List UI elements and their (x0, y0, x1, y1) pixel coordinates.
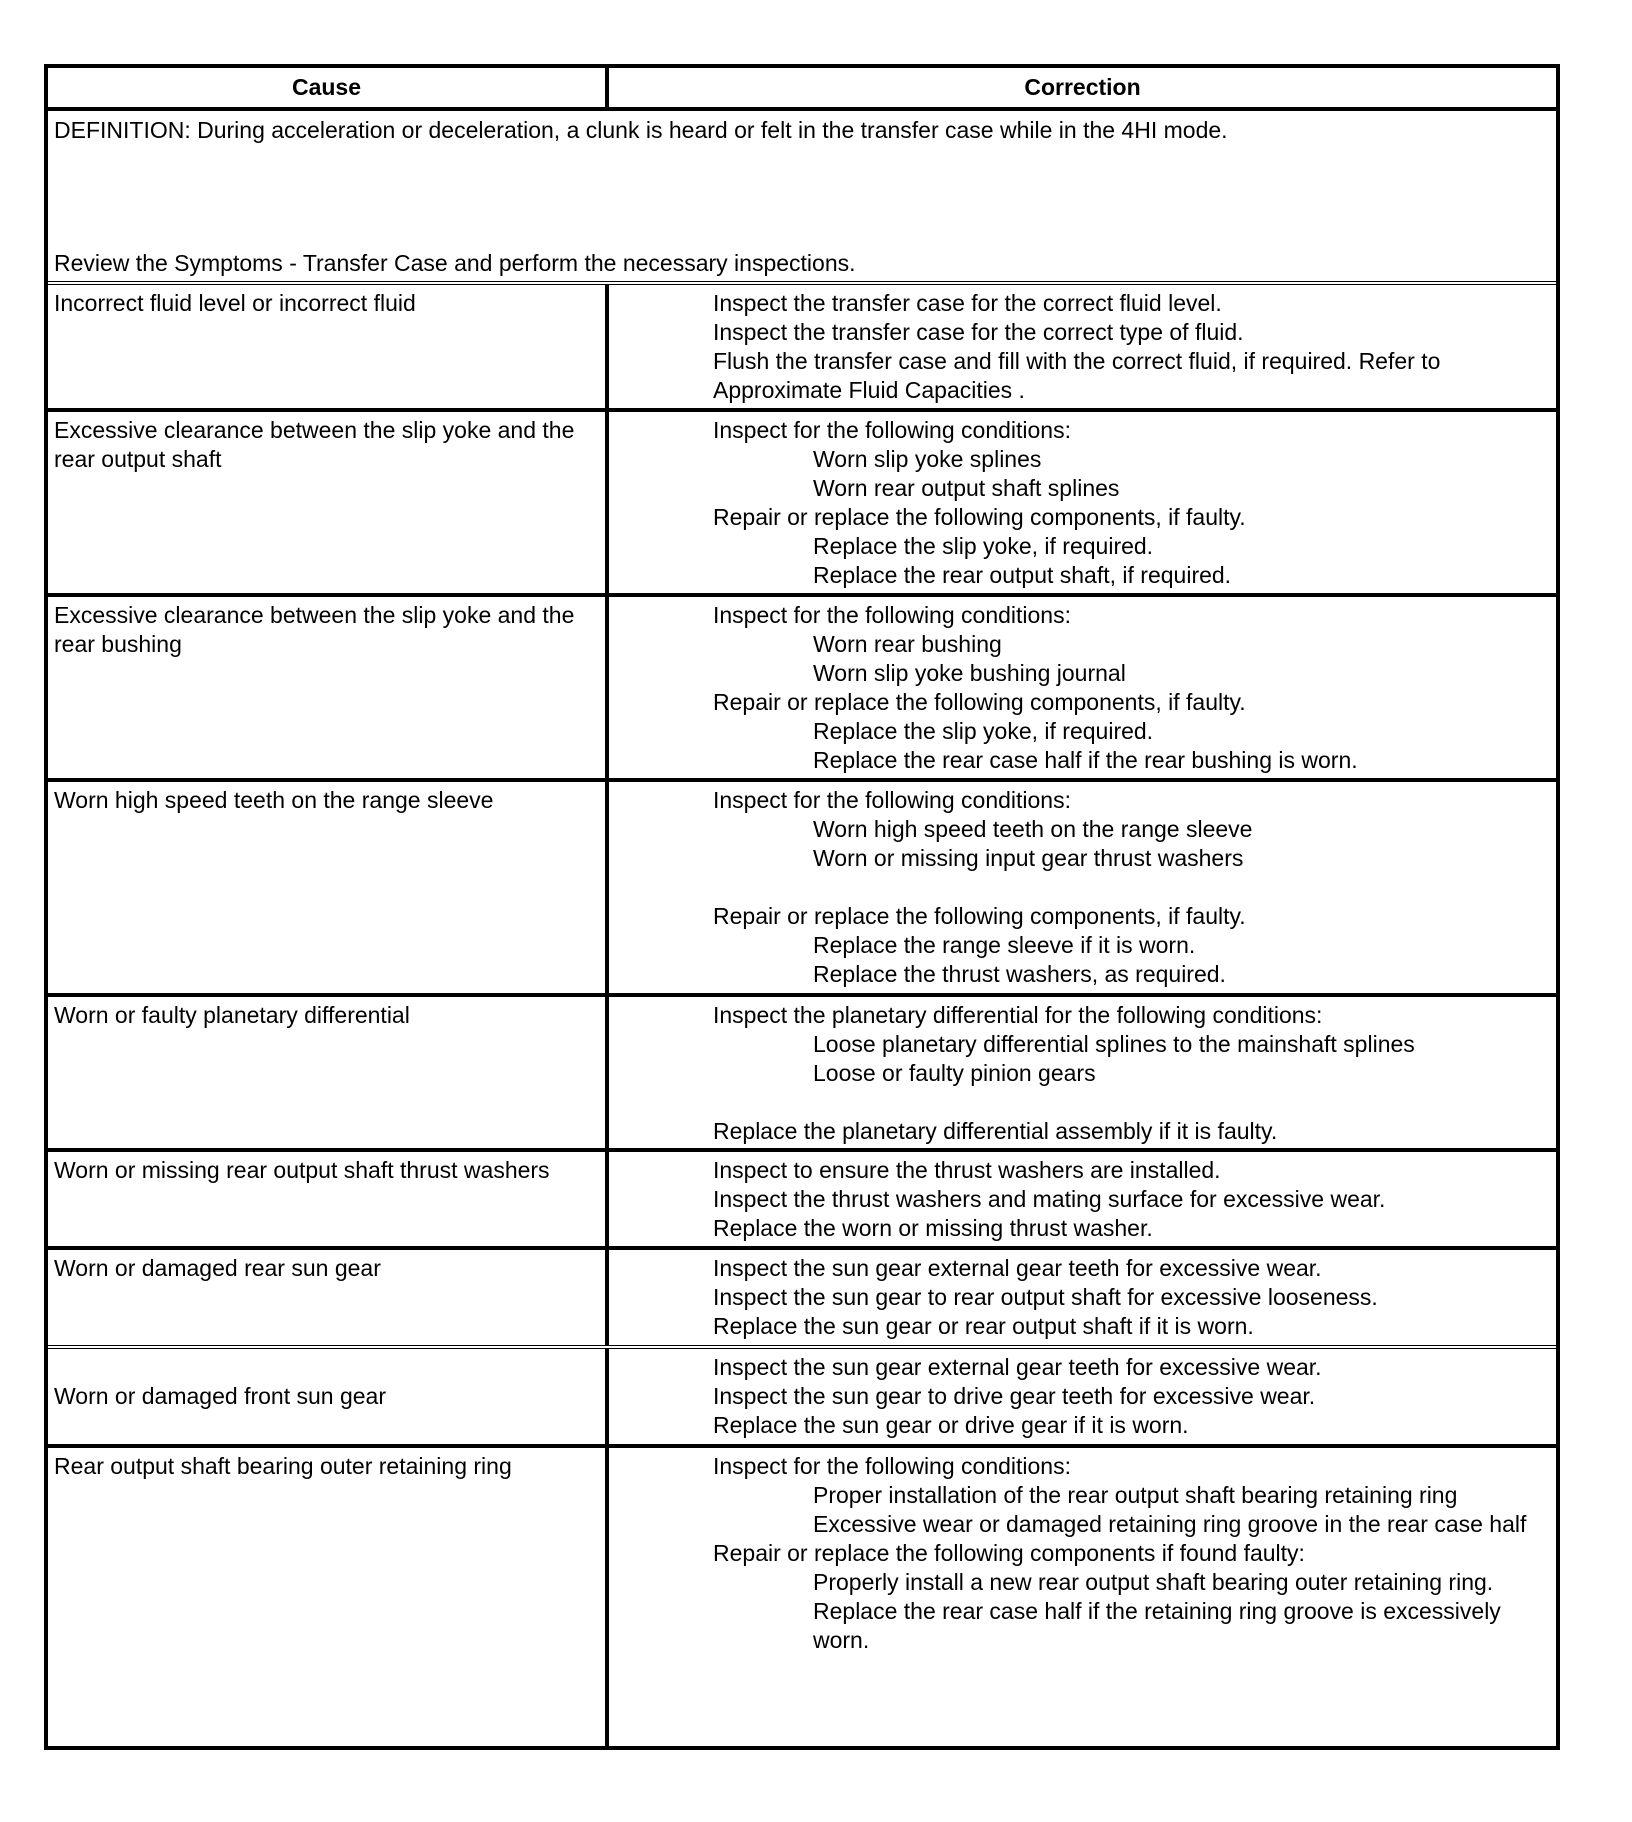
correction-line: Inspect the transfer case for the correct fluid level. (713, 290, 1222, 316)
table-row (48, 412, 1556, 597)
table-row (48, 597, 1556, 782)
correction-line: Approximate Fluid Capacities . (713, 377, 1025, 403)
cause-cell: Rear output shaft bearing outer retaining ring (48, 1448, 609, 1746)
correction-line (713, 873, 1546, 902)
correction-cell (609, 285, 1556, 408)
table-row (48, 782, 1556, 997)
correction-cell (609, 1349, 1556, 1444)
cause-cell: Worn high speed teeth on the range sleeve (48, 782, 609, 993)
correction-line: Inspect the sun gear external gear teeth for excessive wear. (713, 1255, 1322, 1281)
correction-line: Inspect for the following conditions: (713, 602, 1071, 628)
correction-subitem: Worn slip yoke bushing journal (813, 660, 1126, 686)
correction-line: Inspect for the following conditions: (713, 787, 1071, 813)
correction-subitem: Replace the slip yoke, if required. (813, 718, 1154, 744)
table-row (48, 1250, 1556, 1349)
correction-line: Inspect the sun gear to rear output shaft for excessive looseness. (713, 1284, 1378, 1310)
correction-line: Inspect the thrust washers and mating surface for excessive wear. (713, 1186, 1386, 1212)
correction-subitem: Loose or faulty pinion gears (813, 1060, 1096, 1086)
table-header (48, 68, 1556, 111)
correction-line: Inspect for the following conditions: (713, 1453, 1071, 1479)
correction-subitem: Replace the rear output shaft, if required. (813, 562, 1232, 588)
correction-line: Repair or replace the following components, if faulty. (713, 689, 1246, 715)
correction-subitem: Replace the thrust washers, as required. (813, 961, 1226, 987)
table-row (48, 1152, 1556, 1250)
table-row (48, 997, 1556, 1152)
correction-line: Repair or replace the following components if found faulty: (713, 1540, 1305, 1566)
correction-line: Inspect the sun gear to drive gear teeth for excessive wear. (713, 1383, 1316, 1409)
correction-subitem: Loose planetary differential splines to the mainshaft splines (813, 1031, 1415, 1057)
correction-cell (609, 1250, 1556, 1345)
cause-cell: Worn or faulty planetary differential (48, 997, 609, 1148)
correction-line: Inspect the sun gear external gear teeth for excessive wear. (713, 1354, 1322, 1380)
correction-subitem: Worn rear output shaft splines (813, 475, 1120, 501)
header-cause: Cause (48, 68, 609, 107)
table-row (48, 1448, 1556, 1746)
correction-line: Replace the sun gear or rear output shaft if it is worn. (713, 1313, 1254, 1339)
correction-line (713, 1088, 1546, 1117)
correction-cell (609, 412, 1556, 593)
definition-text: DEFINITION: During acceleration or deceleration, a clunk is heard or felt in the transfer case while in the 4HI mode. (54, 117, 1228, 143)
correction-cell (609, 997, 1556, 1148)
correction-line: Inspect the planetary differential for the following conditions: (713, 1002, 1323, 1028)
correction-line: Flush the transfer case and fill with the correct fluid, if required. Refer to (713, 348, 1441, 374)
correction-line: Replace the worn or missing thrust washer. (713, 1215, 1153, 1241)
correction-subitem: Worn or missing input gear thrust washers (813, 845, 1244, 871)
correction-subitem: Worn high speed teeth on the range sleeve (813, 816, 1253, 842)
cause-cell: Worn or damaged front sun gear (48, 1349, 609, 1444)
correction-subitem: Replace the rear case half if the retaining ring groove is excessively worn. (813, 1598, 1501, 1653)
correction-subitem: Replace the range sleeve if it is worn. (813, 932, 1196, 958)
diagnostic-table (44, 64, 1560, 1750)
cause-cell: Worn or damaged rear sun gear (48, 1250, 609, 1345)
correction-cell (609, 597, 1556, 778)
correction-line: Inspect for the following conditions: (713, 417, 1071, 443)
correction-line: Replace the sun gear or drive gear if it is worn. (713, 1412, 1189, 1438)
correction-line: Inspect to ensure the thrust washers are installed. (713, 1157, 1221, 1183)
cause-cell: Excessive clearance between the slip yoke and the rear bushing (48, 597, 609, 778)
table-row (48, 1349, 1556, 1448)
correction-cell (609, 1448, 1556, 1746)
review-text: Review the Symptoms - Transfer Case and perform the necessary inspections. (54, 250, 856, 276)
correction-subitem: Replace the rear case half if the rear bushing is worn. (813, 747, 1358, 773)
correction-cell (609, 1152, 1556, 1246)
correction-subitem: Proper installation of the rear output shaft bearing retaining ring (813, 1482, 1458, 1508)
correction-subitem: Replace the slip yoke, if required. (813, 533, 1154, 559)
definition-row (48, 111, 1556, 285)
table-row (48, 285, 1556, 412)
correction-cell (609, 782, 1556, 993)
cause-cell: Incorrect fluid level or incorrect fluid (48, 285, 609, 408)
correction-line: Inspect the transfer case for the correct type of fluid. (713, 319, 1244, 345)
correction-subitem: Worn rear bushing (813, 631, 1002, 657)
correction-line: Repair or replace the following components, if faulty. (713, 504, 1246, 530)
correction-line: Replace the planetary differential assembly if it is faulty. (713, 1118, 1278, 1144)
correction-subitem: Worn slip yoke splines (813, 446, 1042, 472)
cause-cell: Worn or missing rear output shaft thrust washers (48, 1152, 609, 1246)
correction-line: Repair or replace the following components, if faulty. (713, 903, 1246, 929)
correction-subitem: Properly install a new rear output shaft bearing outer retaining ring. (813, 1569, 1494, 1595)
cause-cell: Excessive clearance between the slip yoke and the rear output shaft (48, 412, 609, 593)
correction-subitem: Excessive wear or damaged retaining ring groove in the rear case half (813, 1511, 1527, 1537)
header-correction: Correction (1024, 74, 1141, 100)
